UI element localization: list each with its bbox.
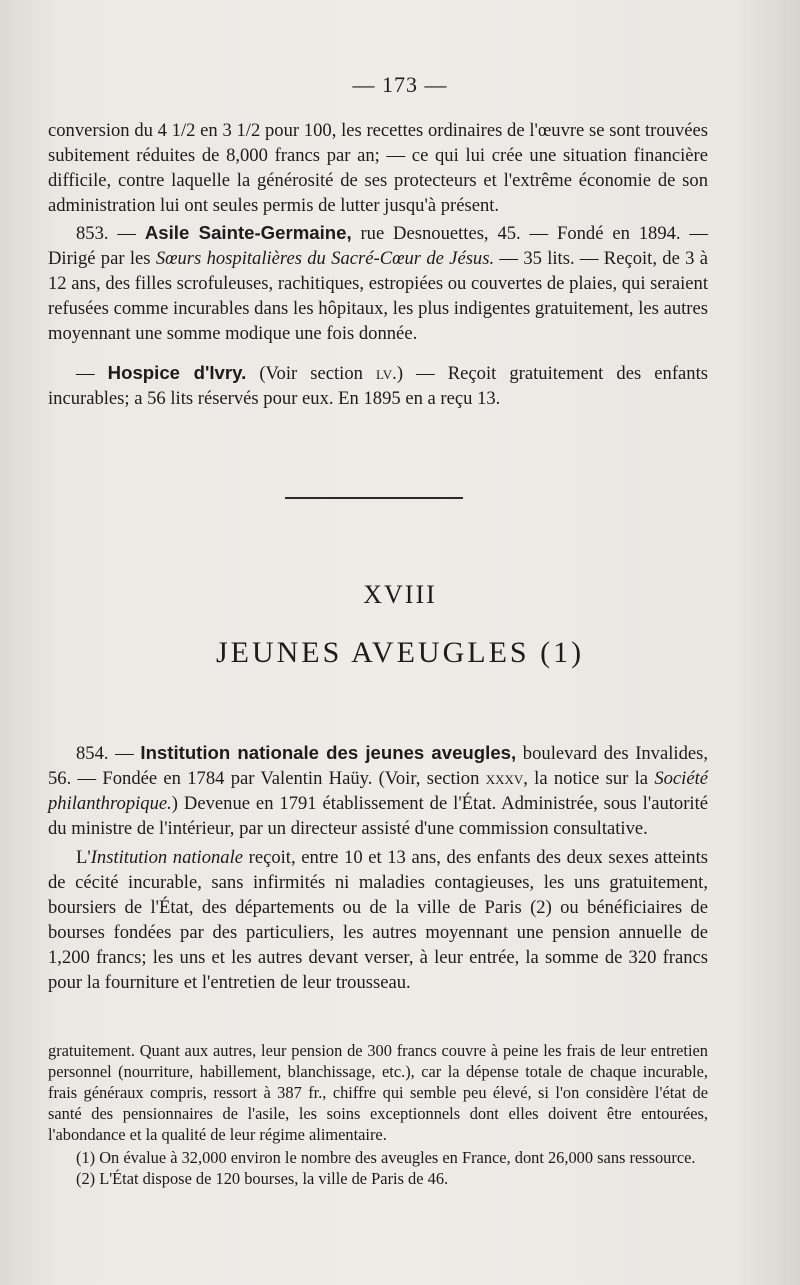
entry-name: Institution nationale des jeunes aveugles, [140, 742, 517, 763]
footnote-block [48, 1040, 708, 1189]
page-number: — 173 — [352, 72, 448, 97]
entry-name: Hospice d'Ivry. [107, 362, 247, 383]
society-name: Société philanthropique. [48, 768, 708, 814]
section-number: XVIII [363, 580, 437, 609]
paragraph-institution [48, 845, 708, 995]
entry-text: (Voir section [246, 363, 377, 384]
section-title: JEUNES AVEUGLES (1) [215, 636, 585, 669]
section-reference: xxxv [485, 768, 524, 789]
section-reference: lv [376, 363, 393, 384]
text-block-bottom [48, 740, 708, 995]
entry-853 [48, 220, 708, 346]
institution-name: Institution nationale [90, 847, 244, 868]
entry-854 [48, 740, 708, 841]
entry-name: Asile Sainte-Germaine, [144, 222, 352, 243]
entry-text: rue Desnouettes, 45. — Fondé en 1894. — Dirigé par les [48, 223, 709, 269]
footnote-2: (2) L'État dispose de 120 bourses, la ville de Paris de 46. [76, 1169, 449, 1188]
text-block-top [48, 118, 708, 411]
entry-text: ) Devenue en 1791 établissement de l'État. Administrée, sous l'autorité du ministre de l'intérieur, par un directeur assisté d'une commission consultative. [48, 793, 708, 839]
entry-text: , la notice sur la [523, 768, 655, 789]
section-divider [285, 497, 463, 499]
entry-text: — 35 lits. — Reçoit, de 3 à 12 ans, des filles scrofuleuses, rachitiques, estropiées ou couvertes de plaies, qui seraient refusées comme incurables dans les hôpitaux, les plus indigentes gratuitement, les autres moyennant une somme modique une fois donnée. [48, 248, 708, 344]
paragraph-lead: L' [76, 847, 91, 868]
paragraph-text: reçoit, entre 10 et 13 ans, des enfants des deux sexes atteints de cécité incurable, sans infirmités ni maladies contagieuses, les uns gratuitement, boursiers de l'État, des départements ou de la ville de Paris (2) ou bénéficiaires de bourses fondées par des particuliers, les autres moyennant une pension annuelle de 1,200 francs; les uns et les autres devant verser, à leur entrée, la somme de 320 francs pour la fourniture et l'entretien de leur trousseau. [48, 847, 708, 993]
footnote-1: (1) On évalue à 32,000 environ le nombre des aveugles en France, dont 26,000 sans ressource. [76, 1148, 696, 1167]
entry-number: 854. — [76, 743, 134, 764]
paragraph-small: gratuitement. Quant aux autres, leur pension de 300 francs couvre à peine les frais de leur entretien personnel (nourriture, habillement, blanchissage, etc.), car la dépense totale de chaque incurable, frais généraux compris, ressort à 387 fr., chiffre qui semble peu élevé, si l'on considère l'état de santé des pensionnaires de l'asile, les soins exceptionnels dont elles doivent être entourées, l'abondance et la qualité de leur régime alimentaire. [48, 1041, 708, 1144]
entry-dash: — [76, 363, 108, 384]
paragraph-continuation: conversion du 4 1/2 en 3 1/2 pour 100, les recettes ordinaires de l'œuvre se sont trouvées subitement réduites de 8,000 francs par an; — ce qui lui crée une situation financière difficile, contre laquelle la générosité de ses protecteurs et l'extrême économie de son administration lui ont seules permis de lutter jusqu'à présent. [48, 120, 708, 216]
entry-text: boulevard des Invalides, 56. — Fondée en 1784 par Valentin Haüy. (Voir, section [48, 743, 709, 789]
entry-ivry [48, 360, 708, 411]
religious-order: Sœurs hospitalières du Sacré-Cœur de Jésus. [155, 248, 495, 269]
entry-text: .) — Reçoit gratuitement des enfants incurables; a 56 lits réservés pour eux. En 1895 en a reçu 13. [48, 363, 708, 409]
entry-number: 853. — [76, 223, 136, 244]
